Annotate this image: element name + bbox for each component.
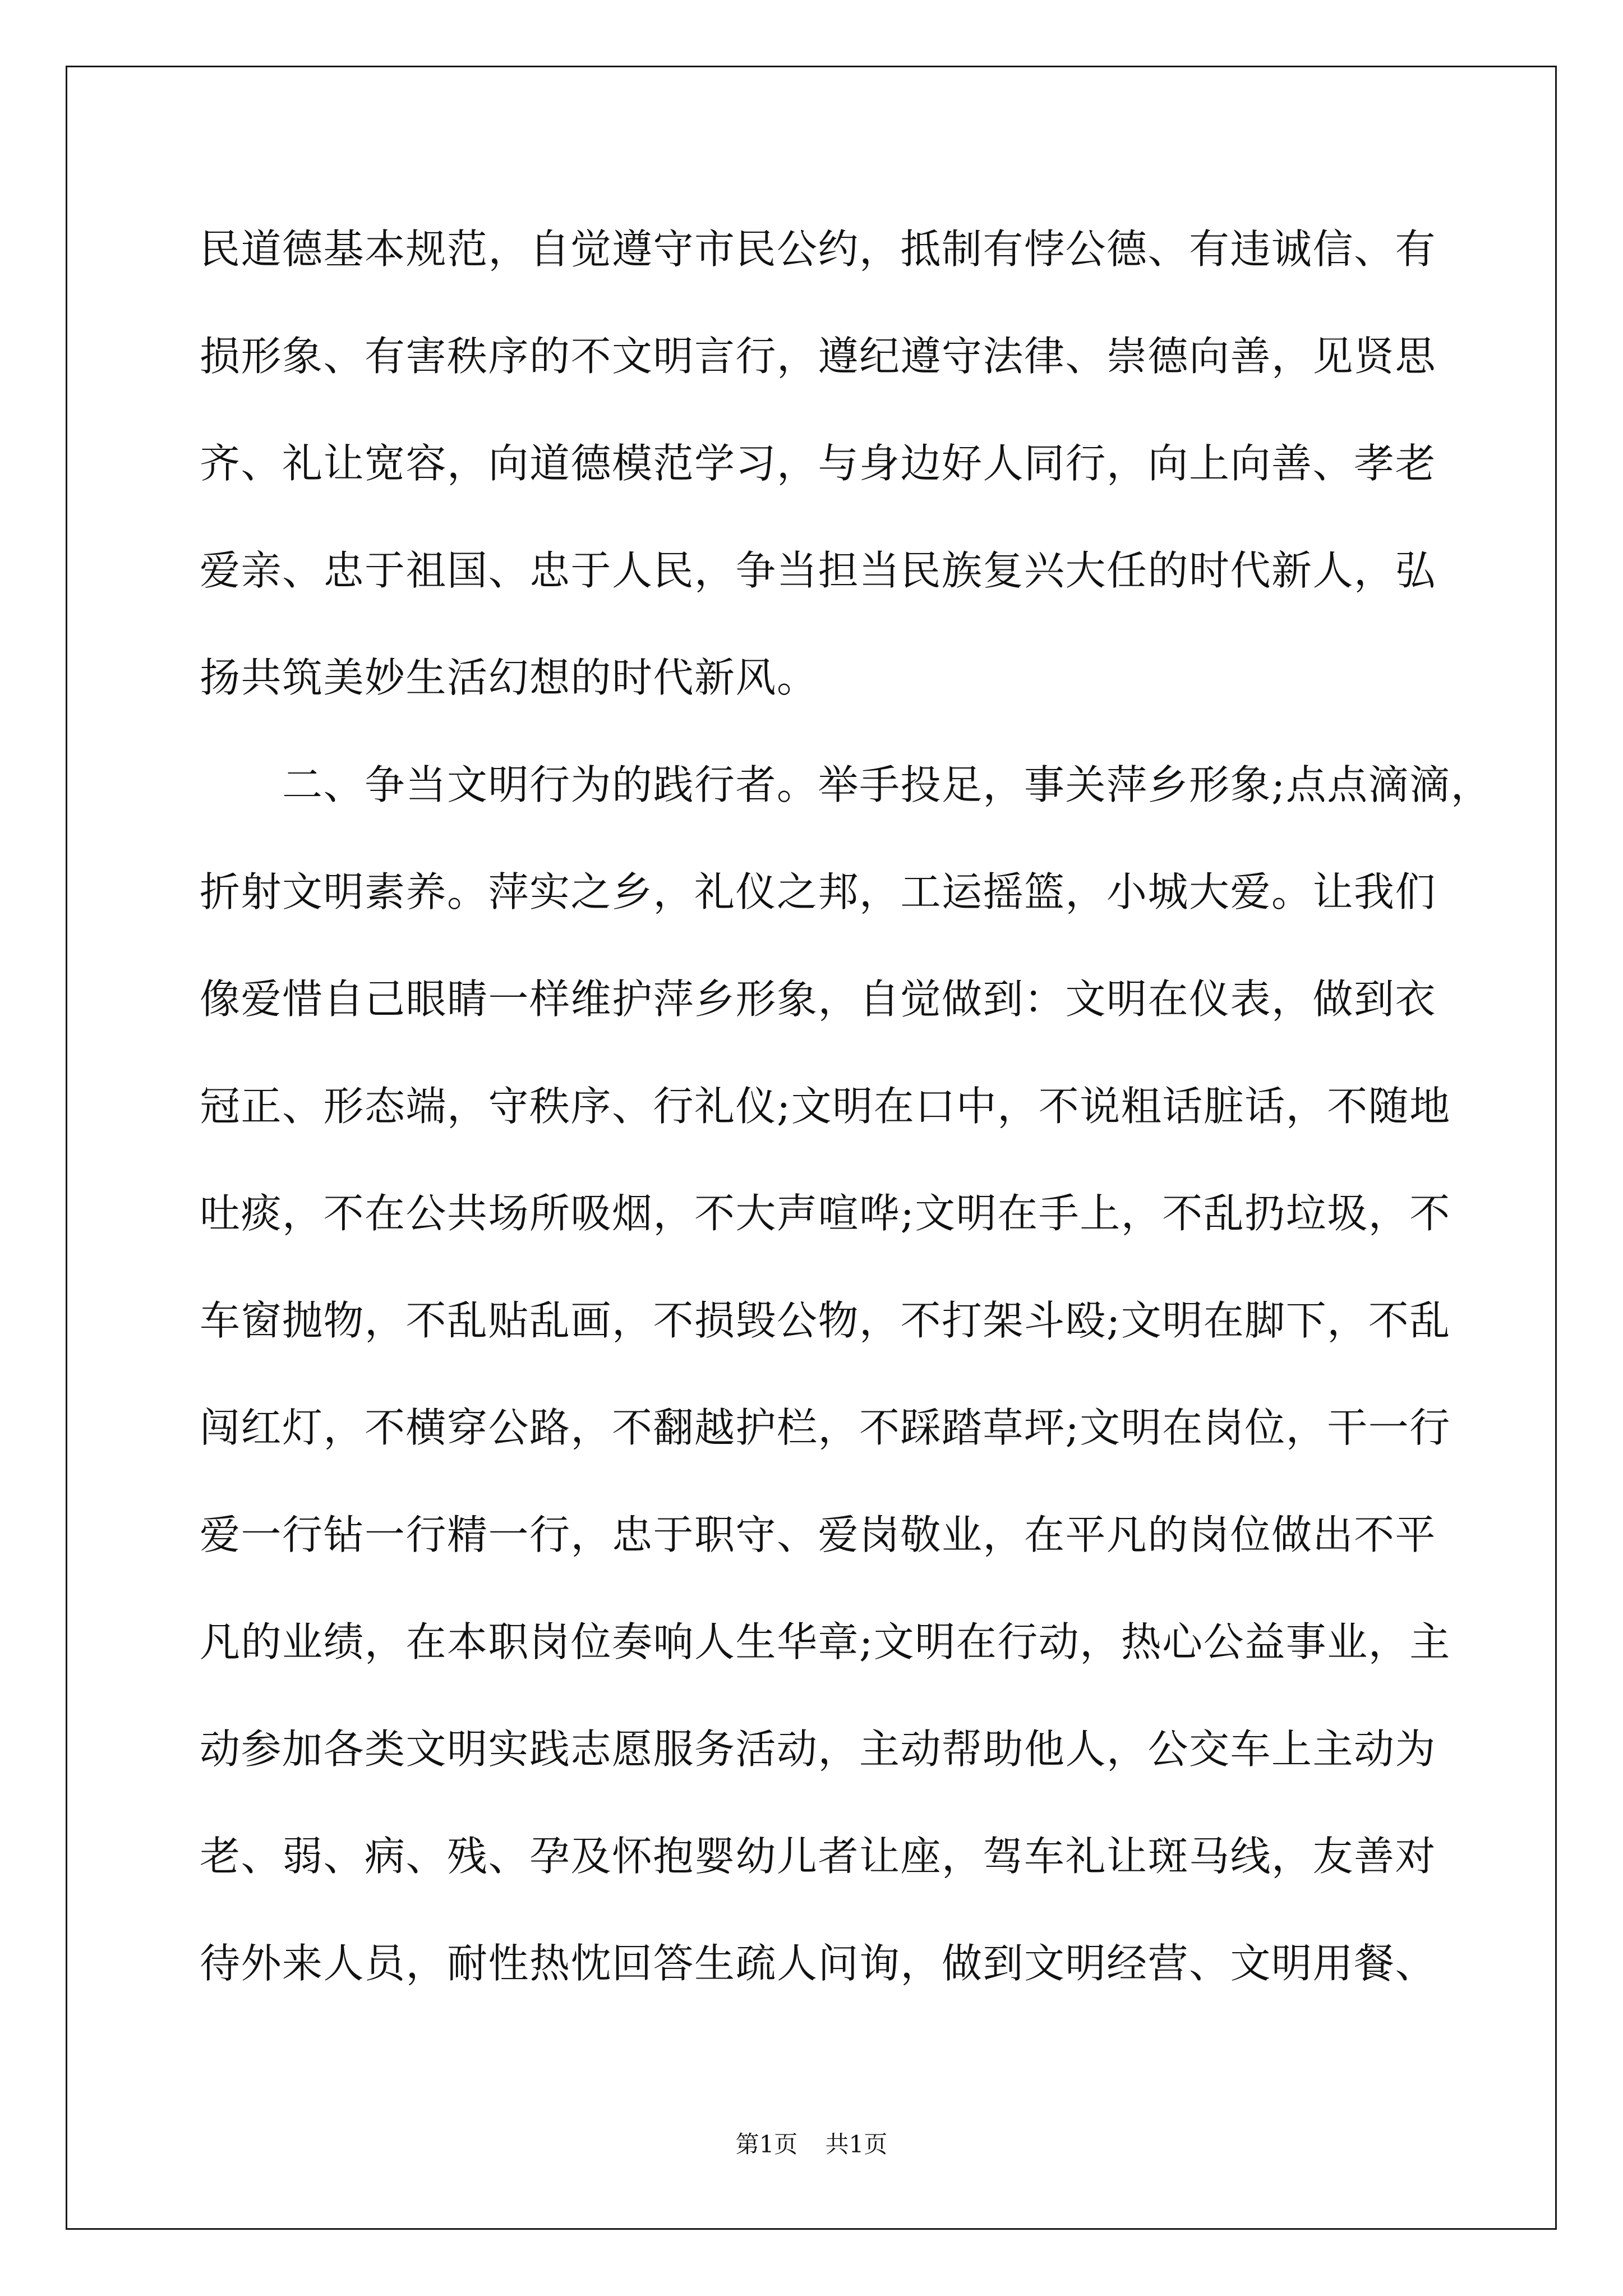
text-line: 二、争当文明行为的践行者。举手投足，事关萍乡形象;点点滴滴， bbox=[200, 761, 1492, 808]
text-line: 像爱惜自己眼睛一样维护萍乡形象，自觉做到：文明在仪表，做到衣 bbox=[200, 976, 1437, 1023]
text-line: 爱亲、忠于祖国、忠于人民，争当担当民族复兴大任的时代新人，弘 bbox=[200, 547, 1437, 594]
text-line: 凡的业绩，在本职岗位奏响人生华章;文明在行动，热心公益事业，主 bbox=[200, 1618, 1451, 1665]
text-line: 齐、礼让宽容，向道德模范学习，与身边好人同行，向上向善、孝老 bbox=[200, 440, 1437, 487]
text-line: 损形象、有害秩序的不文明言行，遵纪遵守法律、崇德向善，见贤思 bbox=[200, 333, 1437, 380]
text-line: 折射文明素养。萍实之乡，礼仪之邦，工运摇篮，小城大爱。让我们 bbox=[200, 868, 1437, 915]
page-footer bbox=[0, 2126, 1623, 2160]
text-line: 冠正、形态端，守秩序、行礼仪;文明在口中，不说粗话脏话，不随地 bbox=[200, 1083, 1451, 1130]
text-line: 民道德基本规范，自觉遵守市民公约，抵制有悖公德、有违诚信、有 bbox=[200, 226, 1437, 273]
text-line: 吐痰，不在公共场所吸烟，不大声喧哗;文明在手上，不乱扔垃圾，不 bbox=[200, 1190, 1451, 1237]
text-line: 闯红灯，不横穿公路，不翻越护栏，不踩踏草坪;文明在岗位，干一行 bbox=[200, 1404, 1451, 1451]
page-number: 第1页 bbox=[735, 2131, 798, 2158]
text-line: 扬共筑美妙生活幻想的时代新风。 bbox=[200, 654, 818, 701]
text-line: 待外来人员，耐性热忱回答生疏人问询，做到文明经营、文明用餐、 bbox=[200, 1940, 1437, 1987]
text-line: 老、弱、病、残、孕及怀抱婴幼儿者让座，驾车礼让斑马线，友善对 bbox=[200, 1833, 1437, 1880]
text-line: 动参加各类文明实践志愿服务活动，主动帮助他人，公交车上主动为 bbox=[200, 1726, 1437, 1773]
text-line: 爱一行钻一行精一行，忠于职守、爱岗敬业，在平凡的岗位做出不平 bbox=[200, 1511, 1437, 1558]
document-body bbox=[200, 209, 1492, 2030]
page-total: 共1页 bbox=[825, 2131, 888, 2158]
text-line: 车窗抛物，不乱贴乱画，不损毁公物，不打架斗殴;文明在脚下，不乱 bbox=[200, 1297, 1451, 1344]
